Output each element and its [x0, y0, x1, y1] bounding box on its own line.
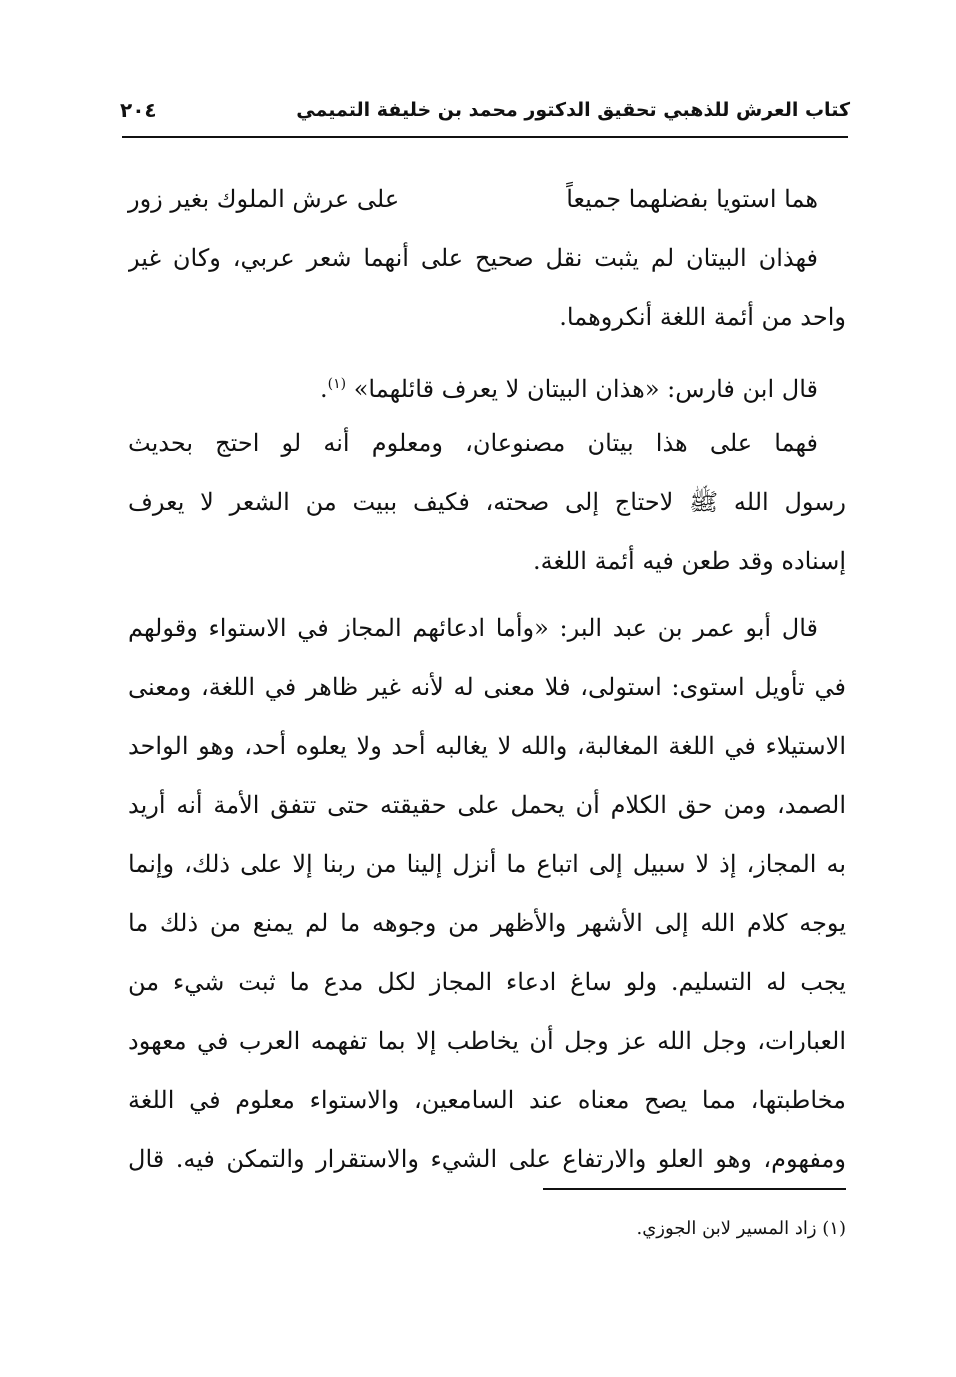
text-line: يوجه كلام الله إلى الأشهر والأظهر من وجوهه ما لم يمنع من ذلك ما [128, 909, 846, 937]
text-line: فهذان البيتان لم يثبت نقل صحيح على أنهما شعر عربي، وكان غير [128, 244, 818, 272]
text-line: يجب له التسليم. ولو ساغ ادعاء المجاز لكل مدع ما ثبت شيء من [128, 968, 846, 996]
text-line: رسول الله ﷺ لاحتاج إلى صحته، فكيف ببيت من الشعر لا يعرف [128, 488, 846, 516]
text-line: في تأويل استوى: استولى، فلا معنى له لأنه غير ظاهر في اللغة، ومعنى [128, 673, 846, 701]
footnote-reference: (١) [327, 376, 347, 392]
text-line: به المجاز، إذ لا سبيل إلى اتباع ما أنزل إلينا من ربنا إلا على ذلك، وإنما [128, 850, 846, 878]
paragraph-3 [128, 414, 846, 591]
page-number: ٢٠٤ [120, 98, 157, 122]
text-line: إسناده وقد طعن فيه أئمة اللغة. [532, 547, 846, 575]
text-line: الصمد، ومن حق الكلام أن يحمل على حقيقته حتى تتفق الأمة أنه أريد [128, 791, 846, 819]
poem-verse [128, 170, 846, 229]
text-line: قال أبو عمر بن عبد البر: «وأما ادعائهم المجاز في الاستواء وقولهم [128, 614, 819, 642]
text-line: الاستيلاء في اللغة المغالبة، والله لا يغالبه أحد ولا يعلوه أحد، وهو الواحد [128, 732, 846, 760]
running-title: كتاب العرش للذهبي تحقيق الدكتور محمد بن خليفة التميمي [296, 99, 850, 121]
verse-first-hemistich: هما استويا بفضلهما جميعاً [566, 185, 818, 213]
verse-second-hemistich: على عرش الملوك بغير زور [128, 185, 400, 213]
footnote-rule [543, 1188, 846, 1190]
body-text [128, 170, 846, 1189]
header-rule [122, 136, 848, 138]
text-line: مخاطبتها، مما يصح معناه عند السامعين، والاستواء معلوم في اللغة [128, 1086, 846, 1114]
paragraph-2 [128, 355, 846, 414]
page-header [120, 88, 850, 132]
paragraph-1 [128, 229, 846, 347]
paragraph-gap [128, 591, 846, 599]
quote-ibn-faris: قال ابن فارس: «هذان البيتان لا يعرف قائلهما» [353, 375, 818, 403]
text-line: فهما على هذا بيتان مصنوعان، ومعلوم أنه لو احتج بحديث [128, 429, 818, 457]
paragraph-4 [128, 599, 846, 1189]
text-line: ومفهوم، وهو العلو والارتفاع على الشيء والاستقرار والتمكن فيه. قال [128, 1145, 846, 1173]
text-line: واحد من أئمة اللغة أنكروهما. [559, 303, 846, 331]
text-line: العبارات، وجل الله عز وجل أن يخاطب إلا بما تفهمه العرب في معهود [128, 1027, 846, 1055]
text-line [128, 355, 846, 414]
paragraph-gap [128, 347, 846, 355]
footnote: (١) زاد المسير لابن الجوزي. [636, 1218, 846, 1239]
sentence-end: . [319, 375, 328, 403]
